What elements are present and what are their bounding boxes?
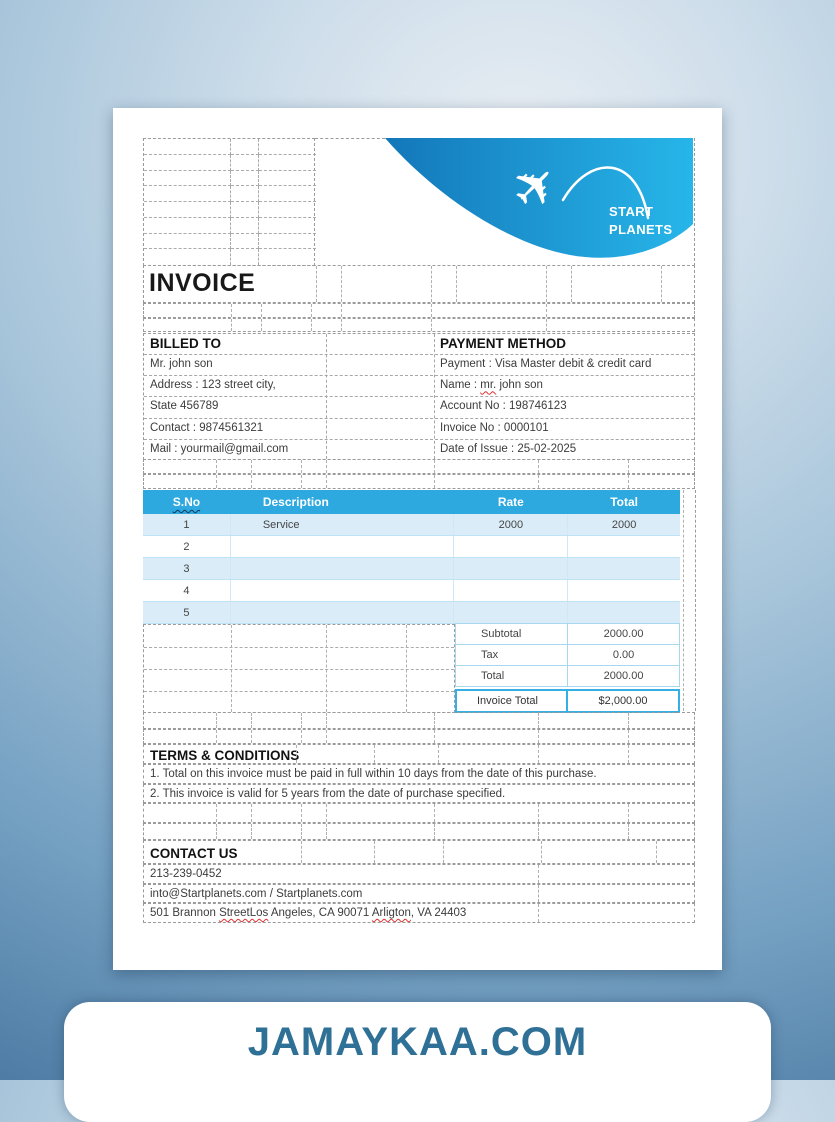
cell-sno: 4 — [183, 584, 190, 597]
grid-cell — [259, 171, 316, 187]
grid-cell — [144, 234, 231, 250]
contact-address — [150, 907, 466, 919]
logo-text-planets: PLANETS — [609, 222, 673, 237]
grid-band — [143, 729, 695, 744]
grid-band — [143, 624, 455, 713]
items-table — [143, 490, 680, 624]
gridline-tick — [374, 745, 375, 763]
grid-cell — [144, 202, 231, 218]
gridline-tick — [341, 319, 342, 331]
billed-contact: Contact : 9874561321 — [150, 421, 264, 434]
page-title: INVOICE — [149, 269, 256, 297]
gridline-tick — [538, 745, 539, 763]
header-banner — [385, 138, 695, 264]
grid-cell — [231, 139, 259, 155]
header-description: Description — [262, 495, 329, 509]
cell-description — [230, 580, 455, 601]
gridline-tick — [326, 625, 327, 712]
address-typo: Arligton — [371, 907, 411, 919]
grid-cell — [231, 186, 259, 202]
gridline — [695, 490, 696, 711]
gridline-tick — [374, 841, 375, 863]
total-label: Total — [456, 666, 568, 686]
header-sno-label: S.No — [172, 495, 201, 509]
gridline-tick — [301, 841, 302, 863]
address-part: Angeles, CA 90071 — [268, 907, 372, 919]
table-row — [143, 536, 680, 558]
header-sno — [143, 495, 230, 509]
gridline-tick — [216, 804, 217, 822]
billed-to-heading: BILLED TO — [150, 336, 222, 351]
grid-cell — [259, 186, 316, 202]
payment-name-typo: mr. — [480, 379, 497, 392]
grid-cell — [231, 155, 259, 171]
items-table-header — [143, 490, 680, 514]
cell-description: Service — [230, 514, 455, 535]
gridline — [144, 669, 454, 670]
invoice-title-band — [143, 265, 695, 303]
gridline-tick — [661, 266, 662, 302]
tax-value: 0.00 — [612, 649, 635, 661]
table-row — [143, 514, 680, 536]
cell-rate — [454, 580, 568, 601]
subtotal-value: 2000.00 — [603, 628, 644, 640]
grid-cell — [259, 234, 316, 250]
grid-band — [143, 318, 695, 332]
gridline-tick — [326, 475, 327, 488]
gridline-tick — [301, 475, 302, 488]
invoice-page — [113, 108, 722, 970]
payment-type: Payment : Visa Master debit & credit card — [440, 358, 652, 371]
terms-heading-band — [143, 744, 695, 764]
gridline — [144, 647, 454, 648]
terms-line-band — [143, 784, 695, 803]
billed-address: Address : 123 street city, — [150, 379, 276, 392]
gridline-tick — [301, 460, 302, 473]
gridline-tick — [251, 804, 252, 822]
header-total: Total — [610, 495, 639, 509]
gridline-tick — [251, 713, 252, 728]
gridline-tick — [538, 885, 539, 902]
totals-summary — [455, 624, 680, 687]
gridline-tick — [546, 319, 547, 331]
billed-mail: Mail : yourmail@gmail.com — [150, 442, 289, 455]
gridline-tick — [326, 460, 327, 473]
grid-cell — [231, 202, 259, 218]
gridline-tick — [438, 745, 439, 763]
payment-invoice-no: Invoice No : 0000101 — [440, 421, 549, 434]
gridline-tick — [434, 475, 435, 488]
gridline-tick — [628, 730, 629, 743]
gridline-tick — [628, 713, 629, 728]
terms-item-2: 2. This invoice is valid for 5 years from the date of purchase specified. — [150, 788, 506, 800]
grid-cell — [259, 139, 316, 155]
gridline-tick — [434, 713, 435, 728]
gridline-tick — [628, 475, 629, 488]
total-row — [455, 665, 680, 687]
gridline-tick — [311, 304, 312, 317]
tax-row — [455, 644, 680, 666]
cell-rate — [454, 536, 568, 557]
contact-heading-band — [143, 840, 695, 864]
grid-band — [143, 712, 695, 729]
grid-cell — [144, 249, 231, 265]
gridline-tick — [541, 841, 542, 863]
gridline-tick — [431, 319, 432, 331]
cell-sno: 3 — [183, 562, 190, 575]
contact-phone: 213-239-0452 — [150, 868, 222, 880]
gridline-tick — [216, 730, 217, 743]
gridline-tick — [301, 713, 302, 728]
gridline-tick — [538, 824, 539, 839]
cell-rate — [454, 558, 568, 579]
gridline-tick — [251, 475, 252, 488]
gridline-tick — [628, 745, 629, 763]
grid-cell — [259, 155, 316, 171]
gridline — [315, 138, 385, 139]
grid-cell — [259, 202, 316, 218]
gridline-tick — [261, 304, 262, 317]
grid-band — [143, 459, 695, 474]
address-part: , VA 24403 — [410, 907, 467, 919]
watermark-card — [64, 1002, 771, 1122]
gridline-tick — [656, 841, 657, 863]
airplane-icon: ✈ — [498, 149, 573, 225]
detail-row — [144, 376, 694, 397]
grid-cell — [231, 249, 259, 265]
section-heading-row — [144, 334, 694, 355]
billing-payment-section — [143, 333, 695, 460]
billed-name: Mr. john son — [150, 358, 213, 371]
gridline-tick — [434, 730, 435, 743]
gridline-tick — [341, 304, 342, 317]
gridline-tick — [231, 304, 232, 317]
grid-cell — [144, 171, 231, 187]
gridline-tick — [216, 824, 217, 839]
contact-address-band — [143, 903, 695, 923]
cell-total: 2000 — [611, 518, 637, 531]
grid-cell — [259, 218, 316, 234]
grid-cell — [144, 186, 231, 202]
header-rate: Rate — [497, 495, 524, 509]
gridline-tick — [571, 266, 572, 302]
cell-description — [230, 558, 455, 579]
terms-heading: TERMS & CONDITIONS — [150, 748, 300, 763]
gridline-tick — [434, 804, 435, 822]
payment-account: Account No : 198746123 — [440, 400, 567, 413]
table-row — [143, 558, 680, 580]
watermark-text: JAMAYKAA.COM — [247, 1020, 588, 1064]
detail-row — [144, 355, 694, 376]
gridline-tick — [311, 319, 312, 331]
contact-email-band — [143, 884, 695, 903]
grid-band — [143, 803, 695, 823]
gridline-tick — [434, 824, 435, 839]
terms-line-band — [143, 764, 695, 784]
contact-email: into@Startplanets.com / Startplanets.com — [150, 888, 363, 900]
cell-description — [230, 536, 455, 557]
header-grid — [143, 138, 315, 266]
gridline-tick — [628, 804, 629, 822]
cell-description — [230, 602, 455, 623]
gridline-tick — [538, 460, 539, 473]
billed-state: State 456789 — [150, 400, 219, 413]
grid-cell — [144, 139, 231, 155]
gridline-tick — [301, 730, 302, 743]
gridline-tick — [546, 304, 547, 317]
gridline-tick — [443, 841, 444, 863]
total-value: 2000.00 — [603, 670, 644, 682]
cell-sno: 2 — [183, 540, 190, 553]
contact-heading: CONTACT US — [150, 846, 238, 861]
gridline-tick — [261, 319, 262, 331]
gridline-tick — [546, 266, 547, 302]
gridline-tick — [406, 625, 407, 712]
gridline-tick — [231, 319, 232, 331]
detail-row — [144, 397, 694, 418]
gridline — [144, 691, 454, 692]
subtotal-label: Subtotal — [456, 624, 568, 644]
gridline-tick — [216, 475, 217, 488]
gridline-tick — [316, 266, 317, 302]
gridline-tick — [628, 824, 629, 839]
gridline — [683, 490, 684, 711]
invoice-total-label: Invoice Total — [457, 691, 568, 711]
table-row — [143, 580, 680, 602]
gridline-tick — [216, 713, 217, 728]
detail-row — [144, 419, 694, 440]
gridline-tick — [326, 730, 327, 743]
gridline-tick — [431, 304, 432, 317]
terms-item-1: 1. Total on this invoice must be paid in full within 10 days from the date of this purchase. — [150, 768, 597, 780]
gridline-tick — [296, 745, 297, 763]
logo-text-start: START — [609, 204, 654, 219]
gridline-tick — [431, 266, 432, 302]
grid-cell — [144, 155, 231, 171]
gridline-tick — [538, 904, 539, 922]
cell-sno: 5 — [183, 606, 190, 619]
gridline-tick — [251, 730, 252, 743]
cell-rate: 2000 — [454, 514, 568, 535]
gridline-tick — [434, 460, 435, 473]
gridline-tick — [456, 266, 457, 302]
subtotal-row — [455, 623, 680, 645]
grid-band — [143, 823, 695, 840]
cell-rate — [454, 602, 568, 623]
gridline-tick — [301, 804, 302, 822]
grid-band — [143, 474, 695, 489]
address-typo: StreetLos — [219, 907, 269, 919]
grid-cell — [231, 234, 259, 250]
gridline — [694, 138, 695, 266]
contact-phone-band — [143, 864, 695, 884]
gridline-tick — [538, 804, 539, 822]
tax-label: Tax — [456, 645, 568, 665]
gridline-tick — [326, 804, 327, 822]
payment-name-prefix: Name : — [440, 379, 481, 392]
payment-name — [440, 379, 543, 391]
grid-cell — [231, 218, 259, 234]
gridline-tick — [538, 475, 539, 488]
grid-cell — [259, 249, 316, 265]
gridline-tick — [301, 824, 302, 839]
grid-cell — [144, 218, 231, 234]
gridline-tick — [538, 713, 539, 728]
table-row — [143, 602, 680, 624]
gridline-tick — [251, 460, 252, 473]
gridline-tick — [231, 625, 232, 712]
grid-band — [143, 303, 695, 318]
payment-name-rest: john son — [496, 379, 543, 392]
cell-sno: 1 — [183, 518, 190, 531]
gridline-tick — [538, 865, 539, 883]
payment-method-heading: PAYMENT METHOD — [440, 336, 567, 351]
gridline-tick — [251, 824, 252, 839]
invoice-total-value: $2,000.00 — [598, 695, 648, 707]
gridline-tick — [326, 713, 327, 728]
payment-date: Date of Issue : 25-02-2025 — [440, 442, 577, 455]
invoice-total-box — [455, 689, 680, 713]
detail-row — [144, 440, 694, 461]
gridline-tick — [216, 460, 217, 473]
gridline-tick — [341, 266, 342, 302]
address-part: 501 Brannon — [150, 907, 220, 919]
gridline-tick — [326, 824, 327, 839]
gridline-tick — [628, 460, 629, 473]
gridline-tick — [538, 730, 539, 743]
grid-cell — [231, 171, 259, 187]
